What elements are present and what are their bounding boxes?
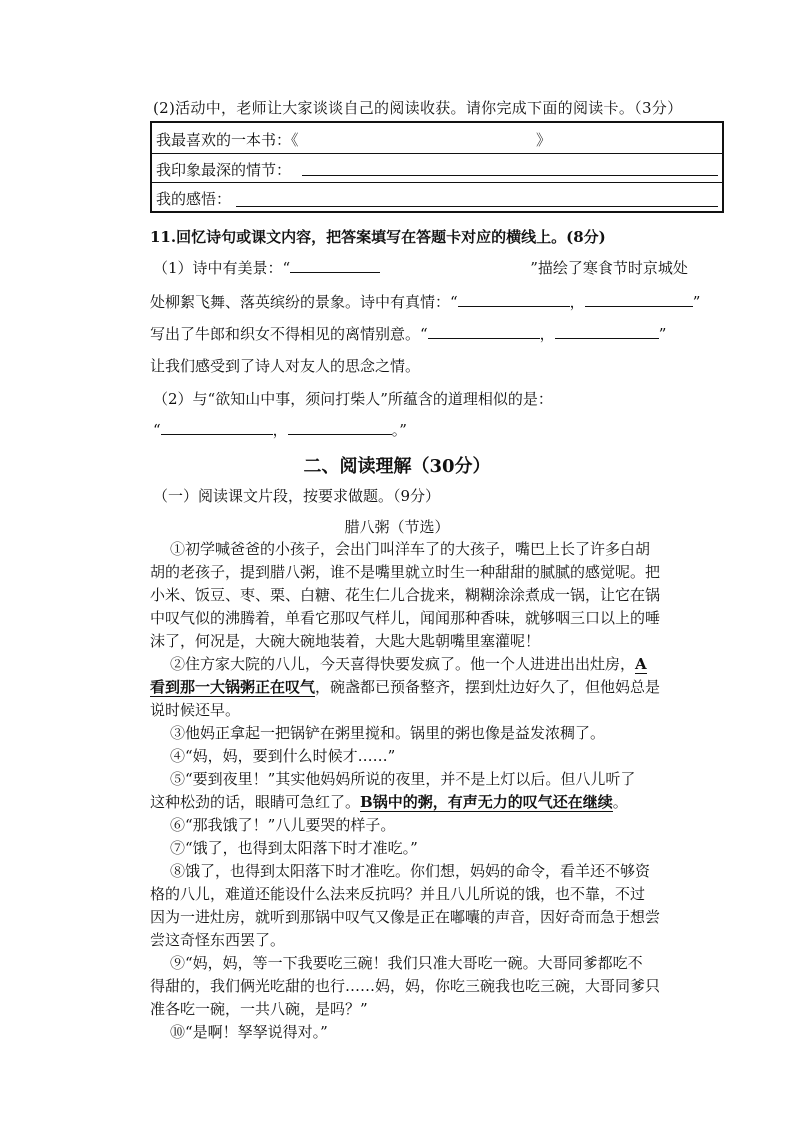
question-11-1-line-4: 让我们感受到了诗人对友人的思念之情。 <box>150 357 421 375</box>
analogy-blank-1[interactable] <box>161 420 273 435</box>
para-10: ⑩“是啊！孥孥说得对。” <box>170 1023 328 1041</box>
q11-1-quote-c: ” <box>692 293 701 311</box>
q11-2-comma: ， <box>272 421 288 439</box>
para-2-text-2: ，碗盏都已预备整齐，摆到灶边好久了，但他妈总是 <box>315 678 661 696</box>
q11-1-text-c: 处柳絮飞舞、落英缤纷的景象。诗中有真情：“ <box>150 293 458 311</box>
para-8-line-4: 尝这奇怪东西罢了。 <box>150 931 286 949</box>
question-11-title: 11.回忆诗句或课文内容，把答案填写在答题卡对应的横线上。(8分) <box>150 228 606 246</box>
para-9-line-2: 得甜的，我们俩光吃甜的也行……妈，妈，你吃三碗我也吃三碗，大哥同爹只 <box>150 977 661 995</box>
poem-blank-3[interactable] <box>585 292 693 307</box>
underline-b-sentence: B锅中的粥，有声无力的叹气还在继续 <box>360 793 613 811</box>
q11-1-comma-d: ， <box>539 325 555 343</box>
card-insight-label: 我的感悟： <box>156 190 232 208</box>
question-10-2: (2)活动中，老师让大家谈谈自己的阅读收获。请你完成下面的阅读卡。（3分） <box>153 99 683 117</box>
para-5-text-2: 这种松劲的话，眼睛可急红了。 <box>150 793 361 811</box>
para-4: ④“妈，妈，要到什么时候才……” <box>170 747 396 765</box>
para-1-line-1: ①初学喊爸爸的小孩子，会出门叫洋车了的大孩子，嘴巴上长了许多白胡 <box>170 540 651 558</box>
para-2-line-3: 说时候还早。 <box>150 701 241 719</box>
para-8-line-1: ⑧饿了，也得到太阳落下时才准吃。你们想，妈妈的命令，看羊还不够资 <box>170 862 651 880</box>
poem-blank-1[interactable] <box>290 258 380 273</box>
question-11-1-line-1 <box>153 258 688 278</box>
q11-1-comma-c: ， <box>569 293 585 311</box>
q11-1-text-b: ”描绘了寒食节时京城处 <box>530 259 688 277</box>
card-plot-label: 我印象最深的情节： <box>156 161 292 179</box>
card-row-plot <box>156 159 291 180</box>
card-book-close-bracket: 》 <box>536 131 552 149</box>
card-row-favorite-book <box>156 129 299 150</box>
card-insight-answer-line[interactable] <box>236 206 718 207</box>
para-2-line-2 <box>150 677 660 697</box>
card-divider-1 <box>152 153 722 154</box>
underline-a-sentence: 看到那一大锅粥正在叹气 <box>150 678 316 696</box>
card-plot-answer-line[interactable] <box>302 175 718 176</box>
q11-1-text-d: 写出了牛郎和织女不得相见的离情别意。“ <box>150 325 428 343</box>
analogy-blank-2[interactable] <box>288 420 392 435</box>
para-5-end: 。 <box>612 793 628 811</box>
question-11-1-line-2 <box>150 292 700 312</box>
para-1-line-2: 胡的老孩子，提到腊八粥，谁不是嘴里就立时生一种甜甜的腻腻的感觉呢。把 <box>150 563 661 581</box>
para-1-line-3: 小米、饭豆、枣、栗、白糖、花生仁儿合拢来，糊糊涂涂煮成一锅，让它在锅 <box>150 586 661 604</box>
reading-part-1-instruction: （一）阅读课文片段，按要求做题。（9分） <box>153 487 441 505</box>
question-11-1-line-3 <box>150 324 666 344</box>
article-title: 腊八粥（节选） <box>344 518 450 536</box>
para-3: ③他妈正拿起一把锅铲在粥里搅和。锅里的粥也像是益发浓稠了。 <box>170 724 606 742</box>
card-favorite-book-label: 我最喜欢的一本书：《 <box>156 131 299 149</box>
section-reading-title: 二、阅读理解（30分） <box>303 456 491 477</box>
q11-2-open-quote: “ <box>153 421 161 439</box>
para-1-line-5: 沫了，何况是，大碗大碗地装着，大匙大匙朝嘴里塞灌呢！ <box>150 632 541 650</box>
para-6: ⑥“那我饿了！”八儿要哭的样子。 <box>170 816 396 834</box>
para-5-line-2 <box>150 792 628 812</box>
para-2-text-1: ②住方家大院的八儿，今天喜得快要发疯了。他一个人进进出出灶房， <box>170 655 636 673</box>
para-8-line-3: 因为一进灶房，就听到那锅中叹气又像是正在嘟囔的声音，因好奇而急于想尝 <box>150 908 661 926</box>
card-row-insight <box>156 188 231 209</box>
poem-blank-5[interactable] <box>555 324 659 339</box>
para-9-line-3: 准各吃一碗，一共八碗，是吗？” <box>150 1000 368 1018</box>
para-2-line-1 <box>170 654 647 674</box>
para-8-line-2: 格的八儿，难道还能设什么法来反抗吗？并且八儿所说的饿，也不靠，不过 <box>150 885 646 903</box>
q11-2-end: 。” <box>391 421 407 439</box>
reading-card <box>150 121 724 213</box>
underline-a-mark: A <box>635 655 647 673</box>
para-1-line-4: 中叹气似的沸腾着，单看它那叹气样儿，闻闻那种香味，就够咽三口以上的唾 <box>150 609 661 627</box>
q11-1-quote-d: ” <box>658 325 667 343</box>
para-7: ⑦“饿了，也得到太阳落下时才准吃。” <box>170 839 418 857</box>
para-9-line-1: ⑨“妈，妈，等一下我要吃三碗！我们只准大哥吃一碗。大哥同爹都吃不 <box>170 954 643 972</box>
card-divider-2 <box>152 182 722 183</box>
question-11-2-line-2 <box>153 420 407 440</box>
para-5-line-1: ⑤“要到夜里！”其实他妈妈所说的夜里，并不是上灯以后。但八儿听了 <box>170 770 636 788</box>
poem-blank-4[interactable] <box>428 324 540 339</box>
q11-1-text-a: （1）诗中有美景：“ <box>153 259 291 277</box>
poem-blank-2[interactable] <box>458 292 570 307</box>
question-11-2-line-1: （2）与“欲知山中事，须问打柴人”所蕴含的道理相似的是： <box>153 390 553 408</box>
